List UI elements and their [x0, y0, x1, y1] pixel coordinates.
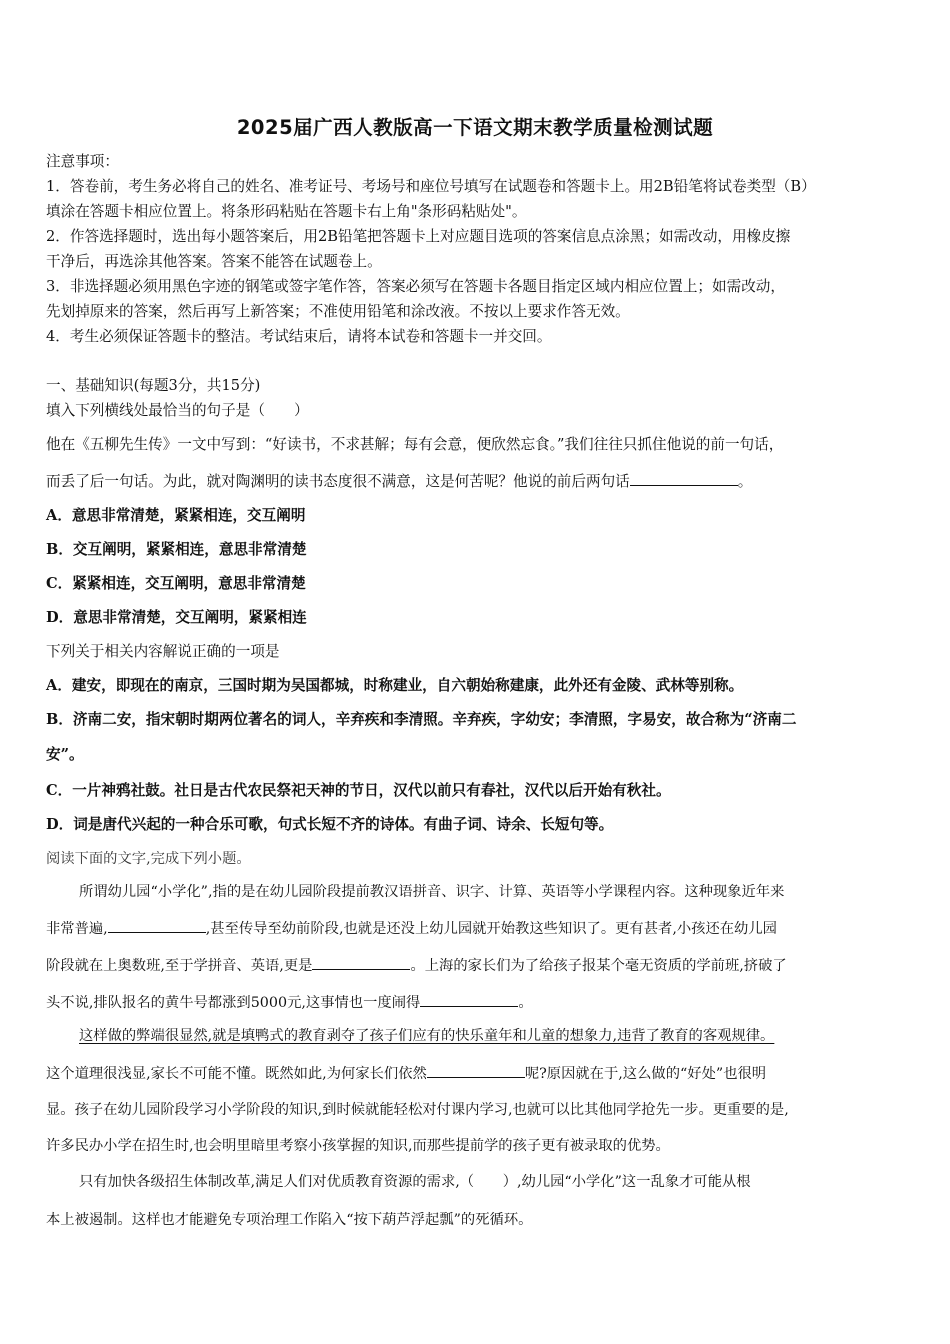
- answer-blank: [108, 918, 206, 933]
- option-b: B．交互阐明，紧紧相连，意思非常清楚: [46, 541, 307, 558]
- passage-text: 非常普遍,: [46, 921, 108, 937]
- passage-line: [46, 1063, 766, 1084]
- reading-intro: 阅读下面的文字,完成下列小题。: [46, 851, 251, 867]
- underlined-sentence: 这样做的弊端很显然,就是填鸭式的教育剥夺了孩子们应有的快乐童年和儿童的想象力,违背了教育的客观规律。: [79, 1028, 775, 1044]
- passage-text: ,甚至传导至幼前阶段,也就是还没上幼儿园就开始教这些知识了。更有甚者,小孩还在幼儿园: [205, 921, 777, 937]
- passage-line: 显。孩子在幼儿园阶段学习小学阶段的知识,到时候就能轻松对付课内学习,也就可以比其他同学抢先一步。更重要的是,: [46, 1102, 789, 1118]
- notice-line: 4．考生必须保证答题卡的整洁。考试结束后，请将本试卷和答题卡一并交回。: [46, 328, 552, 345]
- passage-text: 阶段就在上奥数班,至于学拼音、英语,更是: [46, 958, 313, 974]
- notice-line: 1．答卷前，考生务必将自己的姓名、准考证号、考场号和座位号填写在试题卷和答题卡上。用2B铅笔将试卷类型（B）: [46, 178, 816, 195]
- notice-heading: 注意事项：: [46, 153, 119, 170]
- passage-line: 只有加快各级招生体制改革,满足人们对优质教育资源的需求,（ ）,幼儿园“小学化”这一乱象才可能从根: [79, 1174, 751, 1190]
- option-a: A．建安，即现在的南京，三国时期为吴国都城，时称建业，自六朝始称建康，此外还有金陵、武林等别称。: [46, 677, 744, 694]
- passage-text: 这个道理很浅显,家长不可能不懂。既然如此,为何家长们依然: [46, 1066, 427, 1082]
- question-1-text: [46, 471, 752, 492]
- notice-line: 2．作答选择题时，选出每小题答案后，用2B铅笔把答题卡上对应题目选项的答案信息点涂黑；如需改动，用橡皮擦: [46, 228, 791, 245]
- exam-title: 2025届广西人教版高一下语文期末教学质量检测试题: [236, 116, 714, 139]
- question-2-stem: 下列关于相关内容解说正确的一项是: [46, 643, 280, 660]
- answer-blank: [630, 471, 738, 486]
- option-a: A．意思非常清楚，紧紧相连，交互阐明: [46, 507, 306, 524]
- section-heading: 一、基础知识(每题3分，共15分): [46, 377, 261, 394]
- notice-line: 先划掉原来的答案，然后再写上新答案；不准使用铅笔和涂改液。不按以上要求作答无效。: [46, 303, 630, 320]
- passage-line: [46, 955, 787, 976]
- passage-line: [46, 918, 777, 939]
- notice-line: 填涂在答题卡相应位置上。将条形码粘贴在答题卡右上角"条形码粘贴处"。: [46, 203, 527, 220]
- passage-text: 。: [518, 995, 533, 1011]
- question-1-text: 他在《五柳先生传》一文中写到：“好读书，不求甚解；每有会意，便欣然忘食。”我们往往只抓住他说的前一句话，: [46, 436, 784, 453]
- option-d: D．词是唐代兴起的一种合乐可歌，句式长短不齐的诗体。有曲子词、诗余、长短句等。: [46, 816, 614, 833]
- notice-line: 干净后，再选涂其他答案。答案不能答在试题卷上。: [46, 253, 382, 270]
- passage-text: 。上海的家长们为了给孩子报某个毫无资质的学前班,挤破了: [410, 958, 787, 974]
- passage-text: 呢?原因就在于,这么做的“好处”也很明: [524, 1066, 767, 1082]
- answer-blank: [427, 1063, 525, 1078]
- answer-blank: [312, 955, 410, 970]
- passage-line: [46, 992, 533, 1013]
- option-d: D．意思非常清楚，交互阐明，紧紧相连: [46, 609, 307, 626]
- option-c: C．紧紧相连，交互阐明，意思非常清楚: [46, 575, 306, 592]
- answer-blank: [420, 992, 518, 1007]
- question-1-stem: 填入下列横线处最恰当的句子是（ ）: [46, 402, 309, 419]
- option-c: C．一片神鸦社鼓。社日是古代农民祭祀天神的节日，汉代以前只有春社，汉代以后开始有秋社。: [46, 782, 671, 799]
- option-b: B．济南二安，指宋朝时期两位著名的词人，辛弃疾和李清照。辛弃疾，字幼安；李清照，字易安，故合称为“济南二: [46, 711, 797, 728]
- question-1-text-end: 。: [737, 473, 753, 490]
- question-1-text-part: 而丢了后一句话。为此，就对陶渊明的读书态度很不满意，这是何苦呢？他说的前后两句话: [46, 473, 630, 490]
- passage-line: 许多民办小学在招生时,也会明里暗里考察小孩掌握的知识,而那些提前学的孩子更有被录取的优势。: [46, 1138, 670, 1154]
- passage-line: 所谓幼儿园“小学化”,指的是在幼儿园阶段提前教汉语拼音、识字、计算、英语等小学课程内容。这种现象近年来: [79, 884, 785, 900]
- passage-line: 本上被遏制。这样也才能避免专项治理工作陷入“按下葫芦浮起瓢”的死循环。: [46, 1212, 533, 1228]
- notice-line: 3．非选择题必须用黑色字迹的钢笔或签字笔作答，答案必须写在答题卡各题目指定区域内相应位置上；如需改动，: [46, 278, 785, 295]
- option-b-continued: 安”。: [46, 746, 84, 763]
- passage-text: 头不说,排队报名的黄牛号都涨到5000元,这事情也一度闹得: [46, 995, 421, 1011]
